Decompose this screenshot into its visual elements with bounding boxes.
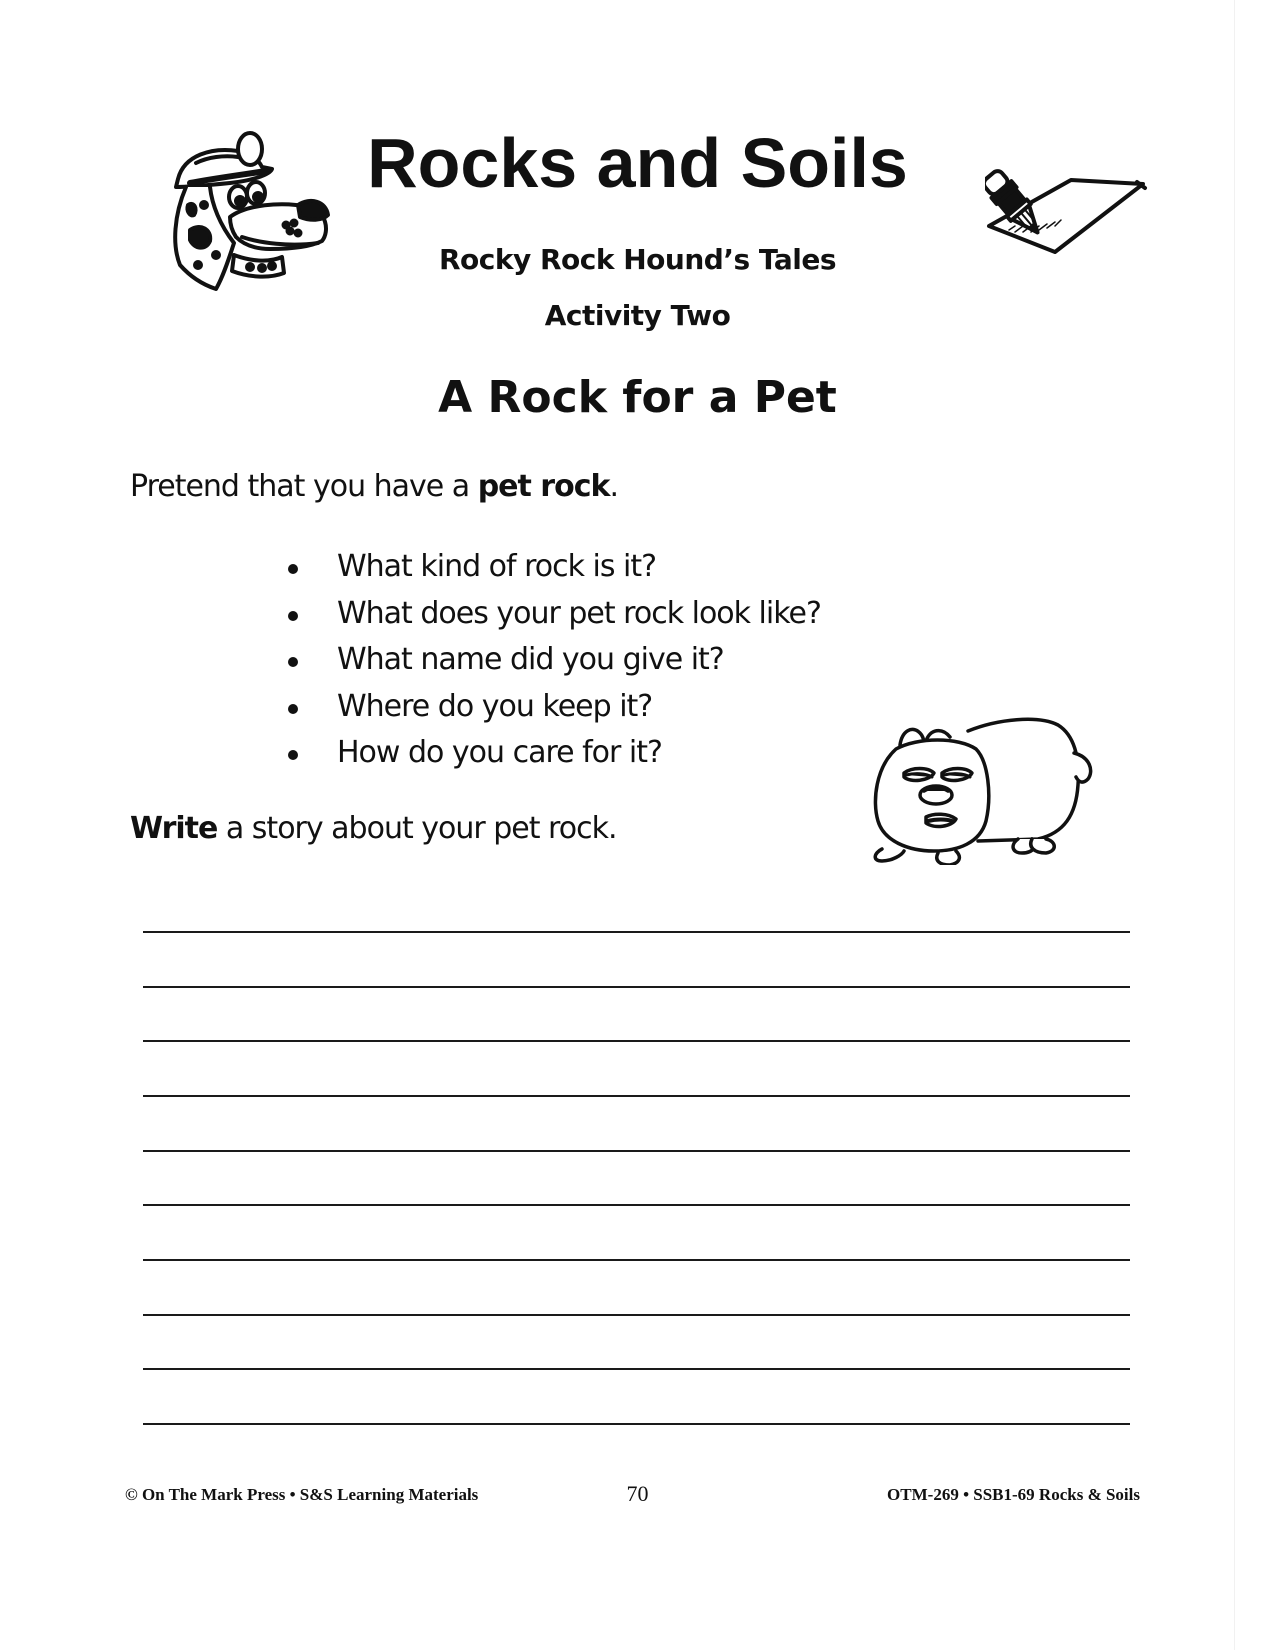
- writing-line[interactable]: [143, 1150, 1130, 1152]
- bullet-icon: [288, 750, 298, 760]
- page-title: Rocks and Soils: [367, 124, 908, 202]
- list-item: [280, 547, 821, 594]
- write-rest: a story about your pet rock.: [217, 811, 617, 846]
- writing-line[interactable]: [143, 1259, 1130, 1261]
- question-text: Where do you keep it?: [337, 688, 653, 724]
- writing-line[interactable]: [143, 1368, 1130, 1370]
- page-number: 70: [626, 1481, 649, 1506]
- question-text: How do you care for it?: [337, 735, 662, 770]
- bullet-icon: [288, 564, 298, 574]
- list-item: [280, 687, 821, 734]
- list-item: [280, 594, 821, 641]
- intro-bold: pet rock: [477, 469, 610, 504]
- write-instruction: [130, 809, 617, 849]
- bullet-icon: [288, 704, 298, 714]
- writing-line[interactable]: [143, 1095, 1130, 1097]
- intro-prefix: Pretend that you have a: [130, 469, 478, 504]
- question-text: What does your pet rock look like?: [337, 595, 821, 631]
- question-list: [280, 547, 821, 780]
- writing-line[interactable]: [143, 1314, 1130, 1316]
- pet-rock-creature-icon: [868, 705, 1103, 865]
- writing-line[interactable]: [143, 931, 1130, 933]
- bullet-icon: [288, 657, 298, 667]
- activity-heading: A Rock for a Pet: [438, 372, 837, 423]
- series-subtitle: Rocky Rock Hound’s Tales: [438, 243, 837, 276]
- list-item: [280, 733, 821, 780]
- list-item: [280, 640, 821, 687]
- writing-line[interactable]: [143, 1040, 1130, 1042]
- bullet-icon: [288, 611, 298, 621]
- writing-line[interactable]: [143, 986, 1130, 988]
- writing-line[interactable]: [143, 1204, 1130, 1206]
- writing-line[interactable]: [143, 1423, 1130, 1425]
- question-text: What name did you give it?: [337, 642, 724, 677]
- write-bold: Write: [130, 811, 218, 846]
- footer-publisher: © On The Mark Press • S&S Learning Materials: [125, 1485, 479, 1504]
- intro-text: [130, 467, 618, 507]
- intro-suffix: .: [609, 469, 618, 504]
- activity-label: Activity Two: [544, 299, 731, 332]
- footer-product-code: OTM-269 • SSB1-69 Rocks & Soils: [887, 1485, 1140, 1504]
- question-text: What kind of rock is it?: [337, 549, 657, 584]
